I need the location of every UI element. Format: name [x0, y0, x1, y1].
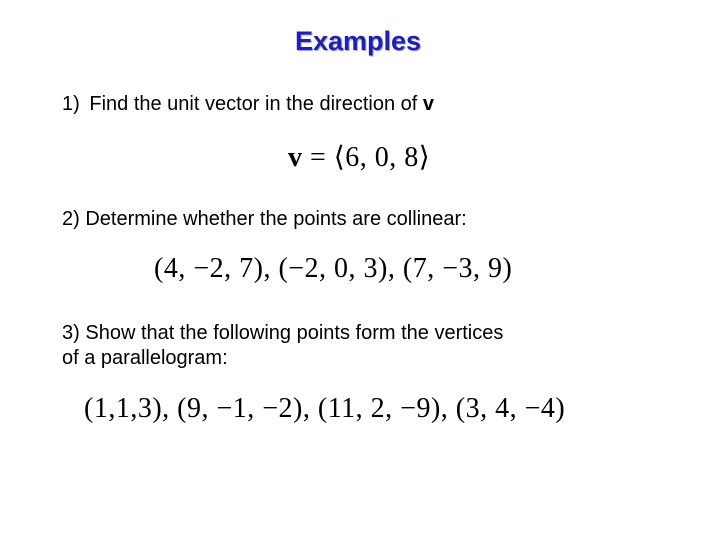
example-3-prompt-line-1: [62, 321, 503, 346]
example-2-number: 2): [62, 208, 80, 230]
example-2-formula: (4, −2, 7), (−2, 0, 3), (7, −3, 9): [154, 253, 513, 284]
example-1-formula: [288, 140, 430, 174]
example-1-formula-lhs: v: [288, 142, 303, 173]
example-3-text: Show that the following points form the vertices: [85, 322, 504, 344]
example-2-text: Determine whether the points are collinear:: [85, 208, 467, 230]
example-3-number: 3): [62, 322, 80, 344]
example-1-text: Find the unit vector in the direction of: [89, 93, 418, 115]
example-1-number: 1): [62, 93, 80, 115]
example-3-prompt-line-2: of a parallelogram:: [62, 347, 228, 369]
example-2-prompt: [62, 207, 467, 232]
example-1-formula-rhs: = ⟨6, 0, 8⟩: [302, 142, 431, 173]
example-1-prompt: [62, 92, 434, 117]
slide-title: Examples: [294, 26, 422, 56]
example-3-formula: (1,1,3), (9, −1, −2), (11, 2, −9), (3, 4, −4): [84, 393, 566, 424]
example-1-symbol: v: [422, 93, 435, 115]
